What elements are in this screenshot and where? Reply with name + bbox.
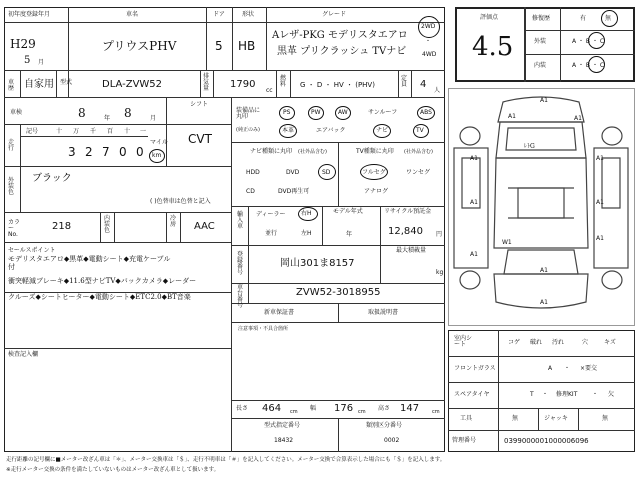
tv-analog: アナログ [364, 188, 389, 195]
inspection-year: 8 [78, 106, 86, 120]
divider [4, 22, 445, 23]
model-year-label: モデル年式 [333, 208, 363, 215]
chassis-label: 車台番号 [237, 284, 244, 309]
mileage-digit: 0 [119, 145, 127, 159]
divider [4, 124, 231, 125]
drive-2wd: 2WD [421, 23, 436, 30]
divider [200, 70, 201, 97]
recycle-label: リサイクル預託金 [384, 208, 432, 215]
divider [338, 418, 339, 452]
height-value: 147 [400, 403, 420, 414]
color-label: 外装色 [8, 177, 15, 196]
mark-a1: A1 [596, 199, 604, 206]
divider [498, 330, 499, 452]
divider [448, 356, 635, 357]
drive-dot: ・ [425, 38, 432, 45]
fuel-options: G ・ D ・ HV ・ (PHV) [300, 81, 375, 89]
divider [448, 430, 635, 431]
seat-yogore: 汚れ [552, 339, 565, 346]
mileage-digit: 2 [85, 145, 93, 159]
model-name: プリウスPHV [102, 39, 177, 53]
divider [56, 70, 57, 97]
shift-label: シフト [190, 101, 209, 108]
equip-abs: ABS [420, 109, 432, 116]
spare-t: T [530, 391, 534, 398]
divider [276, 70, 277, 97]
glass-replace: ×要交 [580, 365, 598, 372]
sales-point-label: セールスポイント [8, 247, 56, 254]
drive-4wd: 4WD [422, 51, 437, 58]
use-label: 車歴 [8, 79, 15, 92]
class-num-value: 0002 [384, 437, 400, 444]
inspection-month-unit: 月 [150, 115, 157, 122]
divider [20, 136, 148, 137]
recycle-value: 12,840 [388, 226, 423, 237]
glass-label: フロントガラス [454, 365, 496, 372]
equipment-sub: (純正のみ) [236, 127, 260, 133]
cap-value: 4 [420, 79, 427, 90]
unit-ichi: 一 [140, 128, 147, 135]
divider [4, 166, 231, 167]
equip-ps: PS [283, 109, 291, 116]
height-label: 高さ [378, 405, 391, 412]
length-unit: cm [290, 409, 298, 415]
width-label: 幅 [310, 405, 317, 412]
navi-dvd-play: DVD再生可 [278, 188, 310, 195]
mark-a1: A1 [470, 199, 478, 206]
loading-unit: kg [436, 269, 444, 276]
reg-year-label: 初年度登録年月 [8, 11, 51, 18]
navi-hdd: HDD [246, 169, 260, 176]
mileage-digit: 0 [136, 145, 144, 159]
shift-value: CVT [188, 132, 212, 146]
divider [231, 245, 445, 246]
disp-unit: cc [266, 87, 273, 94]
divider [180, 212, 181, 242]
divider [448, 382, 635, 383]
exterior-grades: A ・ B ・ C [572, 38, 605, 45]
shape-label: 形状 [242, 11, 255, 18]
navi-label: ナビ種類に丸印 [250, 148, 293, 155]
repair-yes: 有 [580, 15, 587, 22]
tools-label: 工具 [460, 415, 473, 422]
mileage-mile: マイル [150, 139, 168, 146]
doors-value: 5 [215, 39, 223, 53]
spare-missing: 欠 [608, 391, 615, 398]
glass-a: A [548, 365, 553, 372]
diagram-note: ﾚﾄG [524, 143, 535, 150]
mileage-digit: 3 [68, 145, 76, 159]
plate-label: 登録番号 [237, 251, 244, 276]
divider [290, 70, 291, 97]
navi-cd: CD [246, 188, 255, 195]
grade-label: グレード [322, 11, 347, 18]
divider [524, 30, 635, 31]
color-value: ブラック [32, 173, 72, 184]
unit-man: 万 [73, 128, 80, 135]
width-value: 176 [334, 403, 354, 414]
type-label: 型式 [60, 79, 73, 86]
loading-label: 最大積載量 [396, 247, 427, 254]
type-value: DLA-ZVW52 [102, 79, 163, 90]
ac-value: AAC [194, 221, 215, 232]
spare-kit: 修理KIT [556, 391, 578, 398]
divider [524, 54, 635, 55]
repair-no: 無 [605, 15, 612, 22]
seat-kizu: キズ [604, 339, 616, 346]
equip-sunroof: サンルーフ [368, 109, 398, 116]
recycle-unit: 円 [436, 231, 443, 238]
mileage-km: km [152, 152, 162, 159]
navi-dvd: DVD [286, 169, 300, 176]
ac-label: 冷房 [170, 215, 177, 228]
divider [338, 303, 339, 322]
divider [380, 206, 381, 283]
seat-yabure: 破れ [530, 339, 543, 346]
divider [20, 70, 21, 97]
color-note: ( )色替車は色替と記入 [150, 198, 211, 205]
mark-a1: A1 [540, 267, 548, 274]
unit-10man: 十 [56, 128, 63, 135]
divider [231, 322, 445, 323]
doors-label: ドア [213, 11, 225, 18]
equip-navi: ナビ [376, 127, 389, 134]
equip-tv: TV [416, 127, 424, 134]
mark-a1: A1 [470, 251, 478, 258]
cap-label: 定員 [401, 75, 408, 88]
import-left: 左H [301, 230, 312, 237]
mileage-label: 走行 [8, 139, 15, 152]
divider [578, 408, 579, 430]
tv-oneseg: ワンセグ [406, 169, 431, 176]
disp-value: 1790 [230, 79, 256, 90]
class-num-label: 類別区分番号 [366, 422, 403, 429]
model-year-unit: 年 [346, 231, 353, 238]
seat-ana: 穴 [582, 339, 589, 346]
repair-label: 修復歴 [532, 15, 551, 22]
divider [231, 283, 445, 284]
reg-month: 5 [24, 55, 31, 66]
import-right: 右H [301, 210, 312, 217]
mgmt-label: 管理番号 [452, 437, 477, 444]
divider [4, 242, 231, 243]
car-outline [448, 88, 635, 326]
inspection-year-unit: 年 [104, 115, 111, 122]
footer-line-1: 走行距離の記号欄に■メーター改ざん車は「＊」、メーター交換車は「＄」、走行不明車は「＃」を記入してください。メーター交換で合算表示した場合にも「＄」を記入します。 [6, 457, 446, 463]
mark-a1: A1 [540, 97, 548, 104]
mark-w1: W1 [502, 239, 512, 246]
spare-dot-2: ・ [592, 391, 599, 398]
divider [398, 70, 399, 97]
jack-label: ジャッキ [544, 415, 568, 422]
reg-year: H29 [10, 37, 36, 51]
mark-a1: A1 [596, 235, 604, 242]
tools-value: 無 [512, 415, 519, 422]
grade-line-1: Aレザ-PKG モデリスタエアロ [272, 30, 408, 41]
height-unit: cm [432, 409, 440, 415]
disp-label: 排気量 [203, 73, 210, 92]
inspection-label: 車検 [10, 109, 23, 116]
sales-point-line-0: モデリスタエアロ◆黒革◆電動シート◆充電ケーブル [8, 255, 171, 263]
divider [231, 97, 232, 452]
divider [4, 348, 231, 349]
fuel-label: 燃料 [280, 75, 287, 88]
interior-seat-label: 室内シート [454, 335, 473, 348]
import-dealer: ディーラー [256, 211, 286, 218]
divider [411, 70, 412, 97]
mark-a1: A1 [596, 155, 604, 162]
chassis-value: ZVW52-3018955 [296, 287, 381, 298]
mark-a1: A1 [574, 115, 582, 122]
unit-hyaku: 百 [107, 128, 114, 135]
navi-sd: SD [322, 169, 331, 176]
score-label: 評価点 [480, 14, 499, 21]
footer-line-2: ※走行メーター交換の条件を満たしていないものはメーター改ざん車として扱います。 [6, 467, 220, 473]
divider [231, 400, 445, 401]
type-num-value: 18432 [274, 437, 294, 444]
colorno-value: 218 [52, 221, 72, 232]
exterior-b-circle [588, 32, 605, 49]
divider [322, 206, 323, 245]
divider [166, 97, 167, 167]
seat-koge: コゲ [508, 339, 521, 346]
mark-a1: A1 [540, 299, 548, 306]
length-label: 長さ [236, 405, 249, 412]
unit-sen: 千 [90, 128, 97, 135]
model-label: 車名 [126, 11, 139, 18]
equipment-label: 装備品に丸印 [236, 107, 261, 120]
mileage-kigo: 記号 [26, 128, 39, 135]
grade-line-2: 黒革 プリクラッシュ TVナビ [277, 46, 407, 57]
divider [560, 7, 561, 82]
notes-label: 注意事項・不具合箇所 [238, 326, 289, 332]
type-num-label: 型式指定番号 [264, 422, 301, 429]
interior-color-label: 内装色 [104, 215, 111, 234]
sales-point-line-3: クルーズ◆シートヒーター◆電動シート◆ETC2.0◆BT音楽 [8, 293, 191, 301]
sales-point-line-1: 付 [8, 263, 15, 271]
equip-airbag: エアバック [316, 127, 346, 134]
divider [231, 206, 445, 207]
unit-juu: 十 [124, 128, 131, 135]
inspector-label: 検査記入欄 [8, 351, 39, 358]
import-label: 輸入車 [237, 211, 244, 230]
manual-label: 取扱説明書 [368, 309, 399, 316]
divider [248, 206, 249, 245]
exterior-label: 外装 [534, 38, 547, 45]
divider [213, 70, 214, 97]
tv-sub: (社外品含む) [404, 149, 433, 155]
equip-pw: PW [311, 109, 321, 116]
colorno-label: カラー No. [8, 219, 21, 238]
inspection-month: 8 [124, 106, 132, 120]
cap-unit: 人 [434, 87, 441, 94]
jack-value: 無 [602, 415, 609, 422]
tv-label: TV種類に丸印 [356, 148, 394, 155]
spare-dot-1: ・ [542, 391, 549, 398]
divider [4, 70, 445, 71]
divider [166, 212, 167, 242]
plate-value: 岡山301ま8157 [280, 258, 355, 269]
reg-month-unit: 月 [38, 59, 45, 66]
length-value: 464 [262, 403, 282, 414]
divider [206, 7, 207, 70]
tv-fullseg: フルセグ [362, 169, 386, 176]
equip-aw: AW [338, 109, 348, 116]
divider [448, 408, 635, 409]
spare-label: スペアタイヤ [454, 391, 490, 398]
score-value: 4.5 [472, 32, 514, 62]
warranty-label: 新車保証書 [264, 309, 295, 316]
divider [20, 124, 21, 166]
navi-sub: (社外品含む) [298, 149, 327, 155]
shape-value: HB [238, 39, 256, 53]
divider [4, 97, 445, 98]
mark-a1: A1 [508, 113, 516, 120]
mark-a1: A1 [470, 155, 478, 162]
divider [538, 408, 539, 430]
interior-b-circle [588, 56, 605, 73]
import-parallel: 並行 [265, 230, 278, 237]
divider [266, 7, 267, 70]
glass-dot: ・ [564, 365, 571, 372]
interior-label: 内装 [534, 62, 547, 69]
width-unit: cm [358, 409, 366, 415]
interior-grades: A ・ B ・ C [572, 62, 605, 69]
equip-leather: 本革 [282, 127, 295, 134]
sales-point-line-2: 衝突軽減ブレーキ◆11.6型ナビTV◆バックカメラ◆レーダー [8, 277, 197, 285]
divider [338, 142, 339, 206]
divider [114, 212, 115, 242]
mgmt-value: 0399000001000006096 [504, 437, 589, 445]
divider [20, 166, 21, 212]
mileage-digit: 7 [102, 145, 110, 159]
use-value: 自家用 [24, 79, 54, 90]
divider [100, 212, 101, 242]
divider [4, 212, 231, 213]
divider [524, 7, 526, 82]
divider [232, 7, 233, 70]
divider [248, 245, 249, 303]
